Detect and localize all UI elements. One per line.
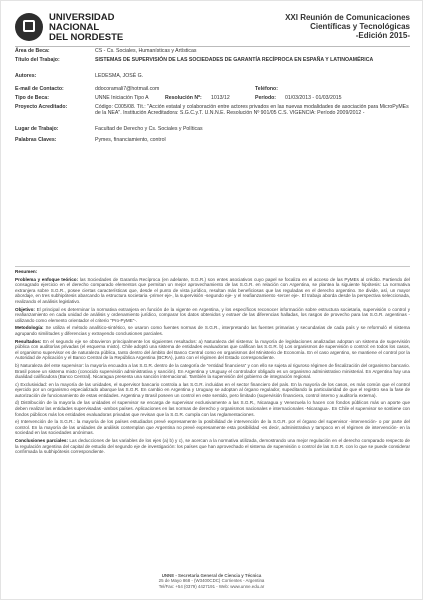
objective-lead: Objetivo: [15,306,35,312]
title-row [15,57,410,63]
area-row [15,48,410,54]
place-label: Lugar de Trabajo: [15,126,59,133]
university-logo-icon [15,13,43,41]
keywords-label: Palabras Claves: [15,136,57,143]
project-row [15,104,410,116]
abstract-divider [15,266,410,267]
abstract-body [15,263,410,457]
type-label: Tipo de Beca: [15,94,49,101]
conference-line-3: -Edición 2015- [355,31,410,40]
project-value: Código: C005/08. Tít.: "Acción estatal y colaboración entre actores privados en las nuevas modalidades de asociación para MicroPyMEs de la NEA". Institución Acreditadora: S.G.C.y.T. U.N.N.E. Resolución Nº 901/05 C.S. VIGENCIA: Período 2009/2012 - [95,104,409,117]
authors-label: Autores: [15,73,37,80]
area-value: CS - Cs. Sociales, Humanísticas y Artísticas [95,48,197,54]
paragraph-problem [15,277,410,305]
place-row [15,126,410,132]
problem-text: las Sociedades de Garantía Recíproca (en adelante, S.G.R.) son entes asociativos cuyo papel se focaliza en el acceso de las PyMEs al crédito. Partiendo del consagrado ejercicio en el derecho comparado elementos que permitan un mejor aprovechamiento de las S.G.R. en relación con Argentina, se plantea la siguiente hipótesis: La normativa extranjera sobre S.G.R., posee ciertas características que, desde el punto de vista jurídico, resultan más beneficiosas que las reguladas en el derecho argentino. Se divide, así, un mayor abordaje, en tres subhipótesis abarcando la estructura societaria -primer eje-, la supervisión -segundo eje- y el reafianzamiento -tercer eje-. El trabajo aborda desde la perspectiva seleccionada, realizando el análisis legislativo. [15,276,411,304]
period-value: 01/03/2013 - 01/03/2015 [285,94,342,101]
authors-value: LEDESMA, JOSÉ G. [95,73,144,80]
conference-line-2: Científicas y Tecnológicas [310,22,410,31]
paragraph-results-e: e) Intervención de la S.G.R.: la mayoría de los países estudiados prevé expresamente la posibilidad de intervención de la S.G.R. por el órgano del supervisor -intervención- o por parte del control. En la mayoría de las unidades de análisis contemplan que Argentina no prevé expresamente esta posibilidad -es decir, administrativa y tampoco en el régimen de intervención- en la sociedad en las sociedades anónimas. [15,419,410,436]
results-lead: Resultados: [15,338,42,344]
paragraph-results-c: c) Exclusividad: en la mayoría de las unidades, el supervisor bancario controla a las S.G.R. incluidas en el sector financiero del país. En la mayoría de los casos, es más común que el control ejercido por un organismo especializado abarque las S.G.R. En cambio en Argentina y Uruguay se adoptan al órgano regulador, supeditando la particularidad de que el registro sea la fase de autorización de funcionamiento de estas entidades. Argentina y Brasil poseen un control en este sentido, pero limitado (supervisión financiera, control interno y auditoría externa). [15,381,410,398]
type-value: UNNE Iniciación Tipo A [95,94,149,101]
paragraph-results [15,339,410,361]
title-label: Título del Trabajo: [15,57,60,64]
resolution-label: Resolución Nº: [165,94,202,101]
title-value: SISTEMAS DE SUPERVISIÓN DE LAS SOCIEDADES DE GARANTÍA RECÍPROCA EN ESPAÑA Y LATINOAMÉRICA [95,57,374,64]
summary-label: Resumen: [15,269,38,274]
phone-value [305,86,410,92]
university-name [49,13,123,43]
paragraph-results-d: d) Distribución de la mayoría de las unidades el supervisor se encarga de supervisar exclusivamente a las S.G.R., Nicaragua y Venezuela lo hacen con fondos públicos más un aporte que deben realizar las entidades supervisadas -ambos países. Aplicaciones en las normas de derecho y organismos nacionales e internacionales -Nicaragua-. En Chile el supervisor se sostiene con fondos públicos más los entidades evaluadoras privadas que revisan que la S.G.R. cumpla con las reglamentaciones. [15,400,410,417]
area-label: Área de Beca: [15,48,50,54]
objective-text: El principal es determinar la normativa extranjera en función de la vigente en Argentina, y los específicos reconocer información sobre estructura societaria, supervisión o control y reafianzamiento en cada unidad de análisis y ordenamiento jurídico, comparar los datos obtenidos y extraer de las diferencias halladas, los rasgos de provecho para las S.G.R. argentinas -utilizando como elemento orientador el criterio "Pro-PyME"-. [15,306,410,323]
paragraph-objective [15,307,410,324]
university-line-2: NACIONAL [49,22,100,33]
method-text: Se utiliza el método analítico-sintético, se usaron como fuentes normas de S.G.R., interpretando las fuentes primarias y secundarias de cada país y se reformuló el sistema agrupando similitudes y diferencias y extrayendo conclusiones parciales. [15,325,410,336]
conference-title [285,13,410,40]
university-line-1: UNIVERSIDAD [49,12,115,23]
results-text: En el segundo eje se obtuvieron principalmente los siguientes resultados: a) Naturaleza del sistema: la mayoría de legislaciones analizadas adoptan un sistema de supervisión pública con auditorías privadas (el esquema mixto). Chile adoptó una sistema de entidades evaluadoras que califican las S.G.R. b) Los organismos de supervisión o control: en todos los casos, el organismo supervisor es de naturaleza pública, tanto dentro del ámbito del Banco Central como en organismos del Ministerio de Economía. En el caso argentino, se mantiene el control por la Autoridad de Aplicación y el Banco Central de la República Argentina (BCRA), junto con el régimen del Estado correspondiente. [15,338,410,361]
footer-line-2: 25 de Mayo 868 - (W3400CDC) Corrientes - Argentina [158,578,265,583]
university-line-3: DEL NORDESTE [49,32,124,43]
email-label: E-mail de Contacto: [15,85,64,92]
email-row [15,86,410,92]
problem-lead: Problema y enfoque teórico: [15,276,79,282]
period-label: Período: [255,94,277,101]
email-value: ddocoramali7@hotmail.com [95,85,160,92]
project-label: Proyecto Acreditado: [15,104,68,111]
header-divider [15,46,410,47]
conference-line-1: XXI Reunión de Comunicaciones [285,13,410,22]
conclusions-text: Las deducciones de las variables de los ejes (a) b) y c), se acercan a la normativa utilizada, demostrando una mejor regulación en el derecho comparado respecto de la regulación argentina del capital de estudio del segundo eje de investigación: los países que han aprovechado el sistema de supervisión o control de las S.G.R. con lo que se puede considerar confirmada la subhipótesis correspondiente. [15,438,410,455]
paragraph-method [15,325,410,336]
resolution-value: 1013/12 [211,94,230,101]
keywords-value: Pymes, financiamiento, control [95,136,166,143]
footer [1,573,422,590]
paragraph-results-b: b) Naturaleza del ente supervisor: la mayoría encuadra a las S.G.R. dentro de la categoría de "entidad financiera" y con ello se sujeta al riguroso régimen de fiscalización del organismo bancario. Brasil posee un sistema mixto (conocido supervisión administrativa y sanción). En Argentina y Uruguay el controlador obligado es un organismo administrativo ministerial. En Argentina hay una dualidad calificadora (Banco Central). Nicaragua presenta una sanción internacional. También la supervisión del gobierno de integración regional. [15,362,410,380]
phone-label: Teléfono: [255,85,278,92]
place-value: Facultad de Derecho y Cs. Sociales y Políticas [95,126,203,133]
authors-row [15,73,410,79]
method-lead: Metodología: [15,325,44,331]
footer-line-3: Tel/Fax: +54 (0379) 4427191 - Web: www.unne.edu.ar [158,583,265,589]
paragraph-conclusions [15,438,410,455]
type-row [15,95,410,101]
conclusions-lead: Conclusiones parciales: [15,438,68,444]
keywords-row [15,137,410,143]
header [15,11,410,45]
metadata-section [15,48,410,146]
footer-line-1: UNNE - Secretaría General de Ciencia y Técnica [161,572,262,578]
